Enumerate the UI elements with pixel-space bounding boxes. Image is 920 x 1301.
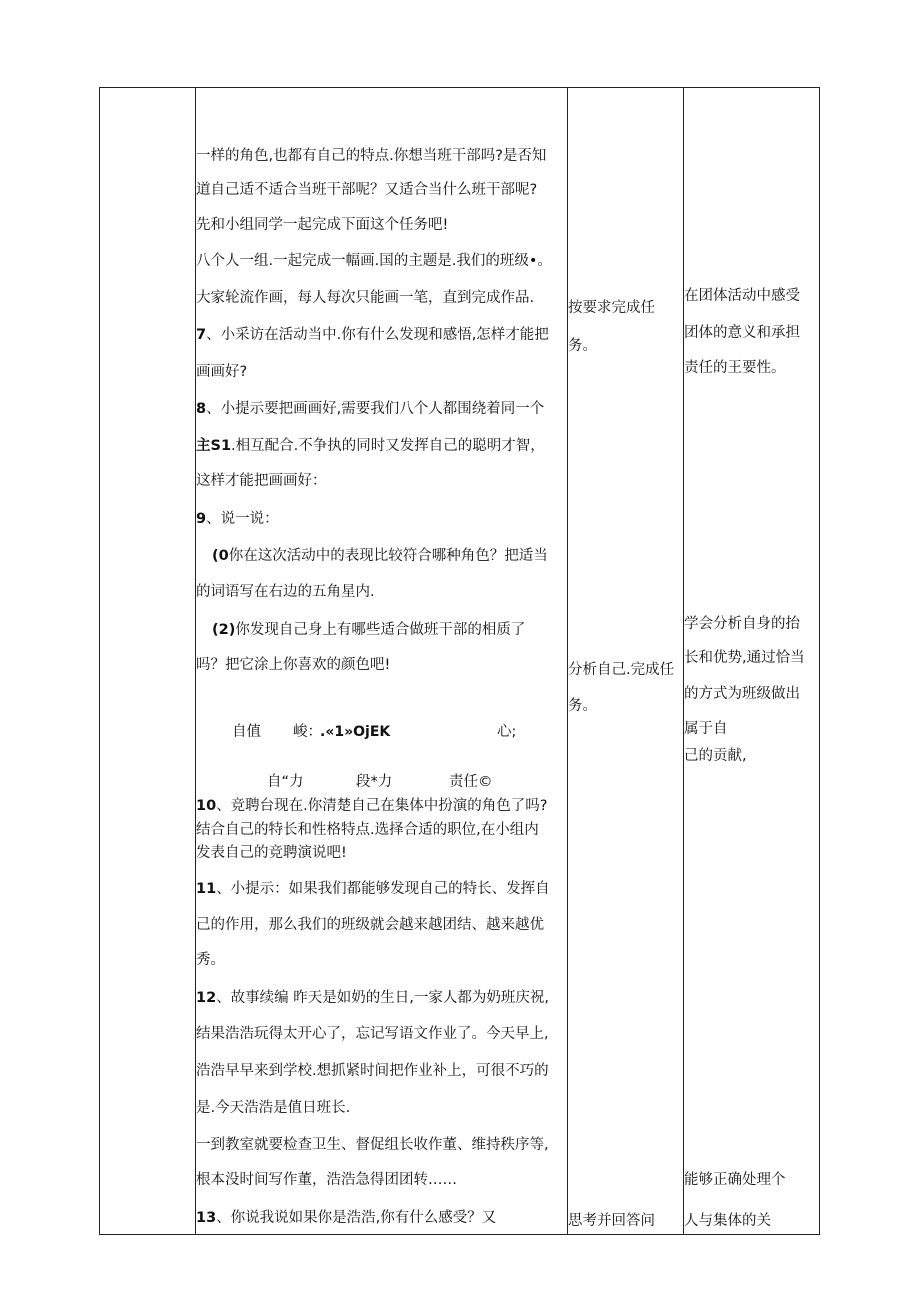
content-line: 结果浩浩玩得太开心了，忘记写语文作业了。今天早上, xyxy=(196,1026,549,1042)
star-word: 峻： xyxy=(293,724,322,740)
content-line: 己的作用，那么我们的班级就会越来越团结、越来越优 xyxy=(196,917,544,933)
content-line: 、小采访在活动当中.你有什么发现和感悟,怎样才能把 xyxy=(206,327,549,343)
content-line: 浩浩早早来到学校.想抓紧时间把作业补上，可很不巧的 xyxy=(196,1063,549,1079)
content-line: 先和小组同学一起完成下面这个任务吧! xyxy=(196,217,449,233)
item-number: (2) xyxy=(212,622,236,638)
item-number: 10 xyxy=(196,798,217,814)
student-line: 思考并回答问 xyxy=(568,1213,655,1229)
item-7 xyxy=(196,325,549,345)
item-10 xyxy=(196,796,548,816)
item-9-2 xyxy=(212,620,525,640)
student-line: 务。 xyxy=(568,338,597,354)
goal-line: 能够正确处理个 xyxy=(684,1172,786,1188)
item-12 xyxy=(196,988,549,1008)
content-line: 、说一说： xyxy=(206,511,279,527)
item-13 xyxy=(196,1208,496,1228)
content-line: 秀。 xyxy=(196,952,225,968)
content-line: 你在这次活动中的表现比较符合哪种角色？把适当 xyxy=(228,548,548,564)
item-label: 主S1 xyxy=(196,438,232,454)
item-9 xyxy=(196,509,279,529)
star-word: 责任© xyxy=(449,774,493,790)
content-line: 画画好? xyxy=(196,364,248,380)
content-line: 八个人一组.一起完成一幅画.国的主题是.我们的班级•。 xyxy=(196,253,552,269)
goal-line: 在团体活动中感受 xyxy=(684,288,800,304)
content-line: .相互配合.不争执的同时又发挥自己的聪明才智， xyxy=(231,438,545,454)
content-line: 、你说我说如果你是浩浩,你有什么感受？又 xyxy=(216,1210,497,1226)
content-line: 、故事续编 昨天是如奶的生日,一家人都为奶班庆祝, xyxy=(216,990,550,1006)
student-line: 按要求完成任 xyxy=(568,300,655,316)
student-line: 务。 xyxy=(568,698,597,714)
content-line: 、小提示要把画画好,需要我们八个人都围绕着同一个 xyxy=(206,401,545,417)
item-9-1 xyxy=(212,546,548,566)
star-word: 段*力 xyxy=(356,774,393,790)
content-line: 一样的角色,也都有自己的特点.你想当班干部吗?是否知 xyxy=(196,148,547,164)
content-line: 结合自己的特长和性格特点.选择合适的职位,在小组内 xyxy=(196,822,539,838)
item-number: 9 xyxy=(196,511,207,527)
content-line: 是.今天浩浩是值日班长. xyxy=(196,1100,351,1116)
goal-line: 团体的意义和承担 xyxy=(684,325,800,341)
content-line: 大家轮流作画，每人每次只能画一笔，直到完成作品. xyxy=(196,290,535,306)
student-line: 分析自己.完成任 xyxy=(568,662,675,678)
item-number: 7 xyxy=(196,327,207,343)
item-8 xyxy=(196,399,544,419)
content-line: 道自己适不适合当班干部呢？又适合当什么班干部呢? xyxy=(196,182,538,198)
content-line: 发表自己的竞聘演说吧! xyxy=(196,845,347,861)
goal-line: 长和优势,通过恰当 xyxy=(684,650,805,666)
item-number: 11 xyxy=(196,881,217,897)
star-word: .«1»OjEK xyxy=(320,724,391,740)
content-line: 的词语写在右边的五角星内. xyxy=(196,584,375,600)
goal-line: 责任的王要性。 xyxy=(684,360,786,376)
goal-line: 的方式为班级做出 xyxy=(684,686,800,702)
content-line: 吗？把它涂上你喜欢的颜色吧! xyxy=(196,657,391,673)
content-line: 这样才能把画画好： xyxy=(196,473,327,489)
star-word: 心; xyxy=(497,724,517,740)
item-8-cont xyxy=(196,436,545,456)
content-line: 、小提示：如果我们都能够发现自己的特长、发挥自 xyxy=(216,881,550,897)
item-number: (0 xyxy=(212,548,229,564)
content-line: 、竞聘台现在.你清楚自己在集体中扮演的角色了吗? xyxy=(216,798,548,814)
goal-line: 己的贡献, xyxy=(684,748,747,764)
content-line: 你发现自己身上有哪些适合做班干部的相质了 xyxy=(235,622,526,638)
goal-line: 属于自 xyxy=(684,721,728,737)
item-number: 8 xyxy=(196,401,207,417)
goal-line: 学会分析自身的抬 xyxy=(684,616,800,632)
item-11 xyxy=(196,879,550,899)
item-number: 12 xyxy=(196,990,217,1006)
content-line: 根本没时间写作董，浩浩急得团团转…… xyxy=(196,1172,457,1188)
star-word: 自“力 xyxy=(267,774,304,790)
item-number: 13 xyxy=(196,1210,217,1226)
star-word: 自值 xyxy=(232,724,261,740)
content-line: 一到教室就要检查卫生、督促组长收作董、维持秩序等, xyxy=(196,1137,549,1153)
goal-line: 人与集体的关 xyxy=(684,1213,771,1229)
